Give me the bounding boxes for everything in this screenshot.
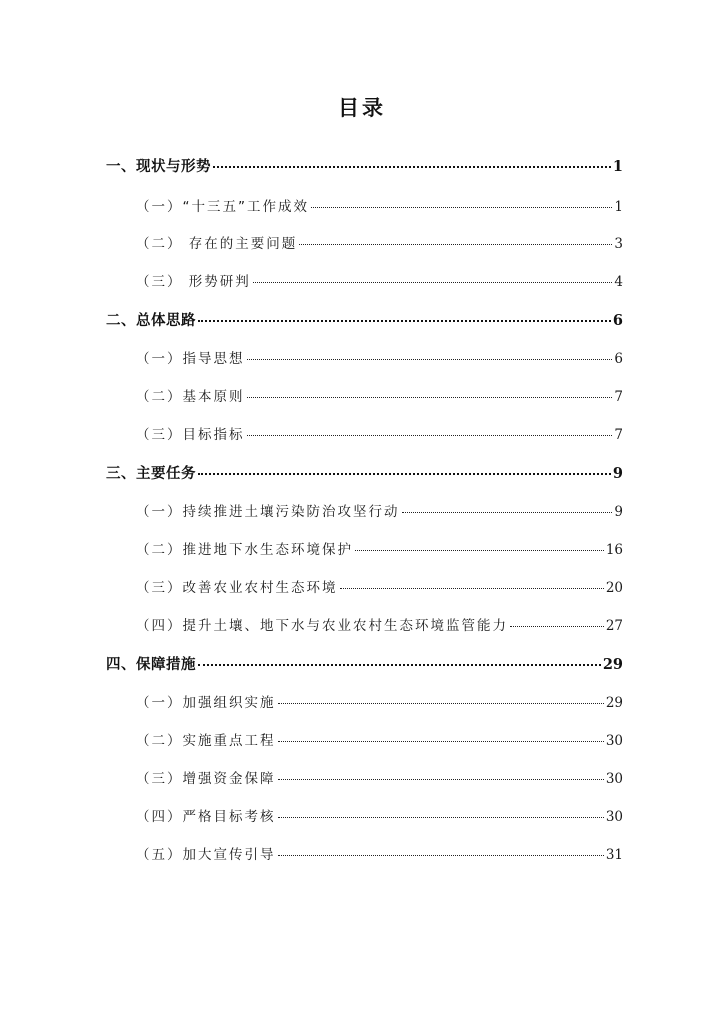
toc-entry-page: 3 <box>614 236 623 252</box>
toc-entry-page: 1 <box>614 199 623 215</box>
toc-entry-4-2[interactable] <box>136 729 623 749</box>
dot-leader <box>311 207 612 208</box>
toc-entry-3-1[interactable] <box>136 500 623 520</box>
toc-entry-label: （一）持续推进土壤污染防治攻坚行动 <box>136 504 400 520</box>
toc-entry-page: 6 <box>612 312 623 329</box>
toc-entry-1-1[interactable] <box>136 195 623 215</box>
toc-entry-label: 二、总体思路 <box>106 313 196 329</box>
toc-entry-label: （二）基本原则 <box>136 389 245 405</box>
toc-entry-label: （四）严格目标考核 <box>136 809 276 825</box>
dot-leader <box>198 664 601 666</box>
toc-entry-page: 30 <box>605 771 623 787</box>
toc-entry-label: （三）增强资金保障 <box>136 771 276 787</box>
dot-leader <box>510 626 604 627</box>
toc-entry-3-4[interactable] <box>136 614 623 634</box>
dot-leader <box>340 588 604 589</box>
toc-entry-label: 一、现状与形势 <box>106 159 211 175</box>
toc-entry-page: 1 <box>612 158 623 175</box>
dot-leader <box>278 779 604 780</box>
dot-leader <box>247 435 613 436</box>
toc-entry-2[interactable] <box>106 309 623 330</box>
dot-leader <box>247 397 613 398</box>
toc-entry-page: 7 <box>614 427 623 443</box>
toc-entry-page: 9 <box>612 465 623 482</box>
toc-entry-page: 16 <box>605 542 623 558</box>
toc-entry-1-3[interactable] <box>136 270 623 290</box>
toc-entry-1-2[interactable] <box>136 232 623 252</box>
dot-leader <box>355 550 604 551</box>
toc-entry-1[interactable] <box>106 155 623 176</box>
toc-entry-page: 9 <box>614 504 623 520</box>
toc-entry-4[interactable] <box>106 653 623 674</box>
toc-entry-4-5[interactable] <box>136 843 623 863</box>
toc-entry-2-3[interactable] <box>136 423 623 443</box>
toc-entry-label: （五）加大宣传引导 <box>136 847 276 863</box>
toc-entry-label: （三）目标指标 <box>136 427 245 443</box>
toc-entry-page: 7 <box>614 389 623 405</box>
dot-leader <box>198 320 611 322</box>
toc-entry-page: 29 <box>602 656 623 673</box>
toc-entry-3-3[interactable] <box>136 576 623 596</box>
dot-leader <box>253 282 613 283</box>
toc-entry-page: 31 <box>605 847 623 863</box>
toc-entry-label: （三）改善农业农村生态环境 <box>136 580 338 596</box>
toc-entry-label: （二）推进地下水生态环境保护 <box>136 542 353 558</box>
toc-entry-label: 四、保障措施 <box>106 657 196 673</box>
toc-entry-page: 27 <box>605 618 623 634</box>
dot-leader <box>278 817 604 818</box>
toc-entry-label: （三） 形势研判 <box>136 274 251 290</box>
dot-leader <box>213 166 611 168</box>
toc-entry-label: （一）“十三五”工作成效 <box>136 199 309 215</box>
dot-leader <box>278 855 604 856</box>
toc-entry-label: （二） 存在的主要问题 <box>136 236 298 252</box>
toc-entry-4-3[interactable] <box>136 767 623 787</box>
dot-leader <box>278 703 604 704</box>
toc-entry-label: （二）实施重点工程 <box>136 733 276 749</box>
dot-leader <box>402 512 613 513</box>
toc-entry-page: 4 <box>614 274 623 290</box>
dot-leader <box>198 473 611 475</box>
toc-entry-2-1[interactable] <box>136 347 623 367</box>
toc-entry-page: 30 <box>605 809 623 825</box>
toc-entry-page: 29 <box>605 695 623 711</box>
toc-entry-4-1[interactable] <box>136 691 623 711</box>
toc-entry-3[interactable] <box>106 462 623 483</box>
toc-entry-3-2[interactable] <box>136 538 623 558</box>
toc-entry-label: （一）指导思想 <box>136 351 245 367</box>
dot-leader <box>299 244 612 245</box>
toc-entry-page: 30 <box>605 733 623 749</box>
toc-entry-page: 6 <box>614 351 623 367</box>
toc-entry-page: 20 <box>605 580 623 596</box>
page-title: 目录 <box>338 96 386 120</box>
toc-entry-label: （一）加强组织实施 <box>136 695 276 711</box>
dot-leader <box>247 359 613 360</box>
toc-entry-label: （四）提升土壤、地下水与农业农村生态环境监管能力 <box>136 618 508 634</box>
dot-leader <box>278 741 604 742</box>
toc-entry-label: 三、主要任务 <box>106 466 196 482</box>
toc-entry-2-2[interactable] <box>136 385 623 405</box>
toc-entry-4-4[interactable] <box>136 805 623 825</box>
